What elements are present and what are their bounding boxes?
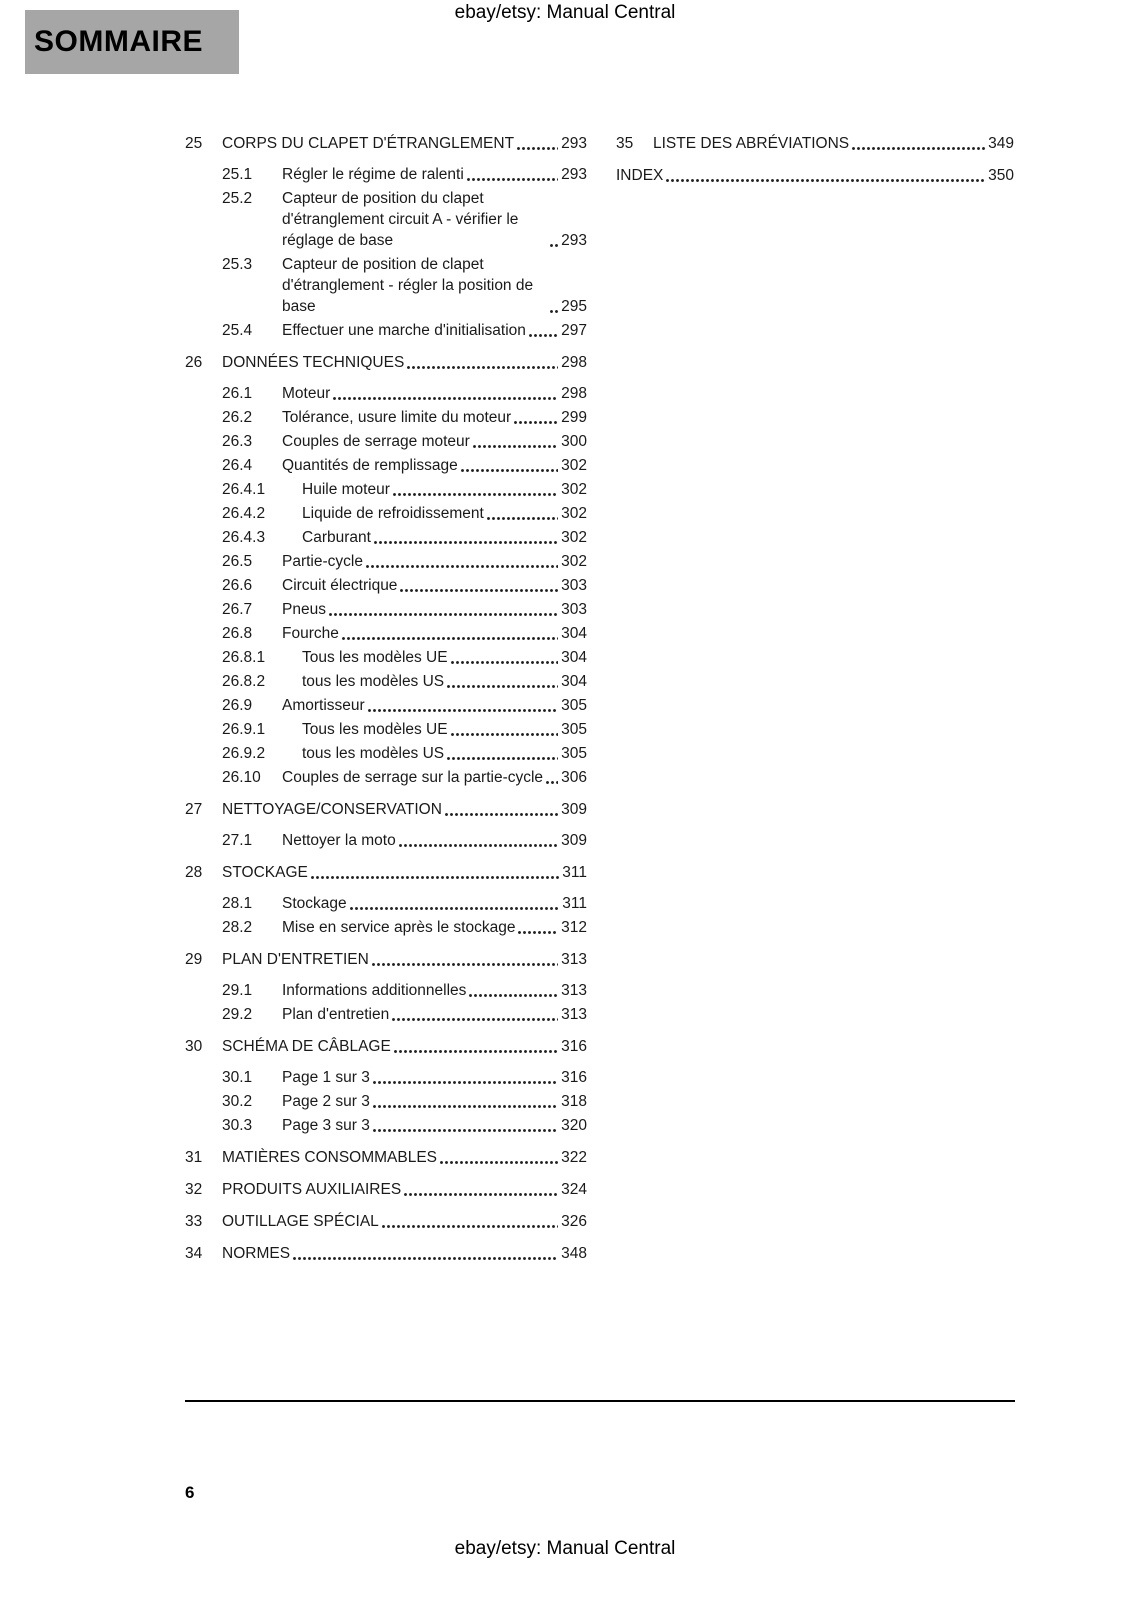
entry-page-number: 299 bbox=[561, 409, 587, 426]
dot-leader bbox=[445, 813, 558, 816]
dot-leader bbox=[393, 493, 558, 496]
entry-number: 26.10 bbox=[222, 769, 261, 786]
entry-title: Quantités de remplissage bbox=[282, 457, 458, 474]
entry-title: Tous les modèles UE bbox=[302, 649, 448, 666]
entry-title: Mise en service après le stockage bbox=[282, 919, 516, 936]
chapter-page-number: 326 bbox=[561, 1213, 587, 1230]
toc-line-body bbox=[302, 479, 587, 500]
entry-title: Régler le régime de ralenti bbox=[282, 166, 464, 183]
dot-leader bbox=[529, 334, 558, 337]
toc-line-body bbox=[282, 254, 587, 317]
entry-page-number: 311 bbox=[562, 895, 587, 912]
toc-line-body bbox=[222, 352, 587, 373]
chapter-page-number: 313 bbox=[561, 951, 587, 968]
entry-title: Page 3 sur 3 bbox=[282, 1117, 370, 1134]
entry-number: 28.1 bbox=[222, 895, 253, 912]
toc-entry-line[interactable] bbox=[185, 917, 587, 938]
dot-leader bbox=[407, 366, 558, 369]
dot-leader bbox=[373, 1081, 558, 1084]
entry-page-number: 303 bbox=[561, 601, 587, 618]
entry-title: tous les modèles US bbox=[302, 673, 445, 690]
toc-line-body bbox=[302, 527, 587, 548]
dot-leader bbox=[447, 757, 558, 760]
dot-leader bbox=[350, 907, 560, 910]
toc-line-body bbox=[282, 893, 587, 914]
entry-number: 26.9.1 bbox=[222, 721, 266, 738]
dot-leader bbox=[517, 147, 558, 150]
entry-page-number: 293 bbox=[561, 166, 587, 183]
entry-page-number: 297 bbox=[561, 322, 587, 339]
toc-line-body bbox=[282, 599, 587, 620]
entry-number: 25.4 bbox=[222, 322, 253, 339]
entry-number: 29.2 bbox=[222, 1006, 253, 1023]
chapter-title: CORPS DU CLAPET D'ÉTRANGLEMENT bbox=[222, 135, 515, 152]
toc-line-body bbox=[282, 164, 587, 185]
entry-number: 30.2 bbox=[222, 1093, 253, 1110]
chapter-title: MATIÈRES CONSOMMABLES bbox=[222, 1149, 438, 1166]
dot-leader bbox=[451, 733, 559, 736]
entry-number: 26.4.3 bbox=[222, 529, 266, 546]
toc-entry-line[interactable] bbox=[185, 503, 587, 524]
dot-leader bbox=[374, 541, 558, 544]
entry-number: 26.3 bbox=[222, 433, 253, 450]
entry-page-number: 298 bbox=[561, 385, 587, 402]
chapter-title: PRODUITS AUXILIAIRES bbox=[222, 1181, 402, 1198]
toc-line-body bbox=[222, 949, 587, 970]
dot-leader bbox=[382, 1225, 558, 1228]
toc-column-right bbox=[616, 133, 1014, 197]
toc-line-body bbox=[282, 383, 587, 404]
toc-column-left bbox=[185, 133, 587, 1275]
entry-page-number: 304 bbox=[561, 673, 587, 690]
entry-number: 26.2 bbox=[222, 409, 253, 426]
entry-title: Circuit électrique bbox=[282, 577, 398, 594]
chapter-page-number: 348 bbox=[561, 1245, 587, 1262]
toc-entry-line[interactable] bbox=[185, 743, 587, 764]
entry-number: 26.8 bbox=[222, 625, 253, 642]
dot-leader bbox=[368, 709, 558, 712]
dot-leader bbox=[392, 1018, 558, 1021]
dot-leader bbox=[400, 589, 558, 592]
entry-page-number: 303 bbox=[561, 577, 587, 594]
dot-leader bbox=[546, 781, 558, 784]
dot-leader bbox=[550, 244, 558, 247]
entry-number: 26.1 bbox=[222, 385, 253, 402]
toc-entry-line[interactable] bbox=[185, 647, 587, 668]
toc-entry-line[interactable] bbox=[185, 254, 587, 317]
entry-title: Partie-cycle bbox=[282, 553, 363, 570]
dot-leader bbox=[373, 1129, 558, 1132]
chapter-number: 28 bbox=[185, 864, 203, 881]
toc-line-body bbox=[282, 1004, 587, 1025]
entry-number: 26.4.2 bbox=[222, 505, 266, 522]
entry-number: 26.8.2 bbox=[222, 673, 266, 690]
toc-entry-line[interactable] bbox=[185, 320, 587, 341]
toc-line-body bbox=[302, 671, 587, 692]
entry-page-number: 302 bbox=[561, 481, 587, 498]
entry-number: 30.1 bbox=[222, 1069, 253, 1086]
entry-number: 25.1 bbox=[222, 166, 253, 183]
toc-entry-line[interactable] bbox=[185, 551, 587, 572]
dot-leader bbox=[373, 1105, 558, 1108]
toc-chapter bbox=[616, 133, 1014, 154]
entry-number: 26.9 bbox=[222, 697, 253, 714]
toc-entry-line[interactable] bbox=[185, 767, 587, 788]
toc-line-body bbox=[282, 917, 587, 938]
dot-leader bbox=[447, 685, 558, 688]
toc-entry-line[interactable] bbox=[185, 980, 587, 1001]
entry-page-number: 302 bbox=[561, 457, 587, 474]
entry-title: Amortisseur bbox=[282, 697, 365, 714]
toc-line-body bbox=[282, 407, 587, 428]
entry-number: 29.1 bbox=[222, 982, 253, 999]
entry-title: Plan d'entretien bbox=[282, 1006, 390, 1023]
toc-entry-line[interactable] bbox=[185, 164, 587, 185]
toc-line-body bbox=[302, 647, 587, 668]
toc-entry-line[interactable] bbox=[185, 575, 587, 596]
entry-title: Effectuer une marche d'initialisation bbox=[282, 322, 526, 339]
dot-leader bbox=[473, 445, 558, 448]
chapter-title: INDEX bbox=[616, 167, 664, 184]
footer-title: ebay/etsy: Manual Central bbox=[454, 1538, 676, 1559]
chapter-page-number: 309 bbox=[561, 801, 587, 818]
toc-line-body bbox=[282, 767, 587, 788]
entry-page-number: 320 bbox=[561, 1117, 587, 1134]
entry-page-number: 304 bbox=[561, 625, 587, 642]
entry-title: Huile moteur bbox=[302, 481, 390, 498]
toc-line-body bbox=[282, 431, 587, 452]
toc-chapter bbox=[185, 1147, 587, 1168]
entry-title: Informations additionnelles bbox=[282, 982, 467, 999]
toc-chapter-line[interactable] bbox=[185, 799, 587, 820]
toc-entry-line[interactable] bbox=[185, 671, 587, 692]
chapter-number: 32 bbox=[185, 1181, 203, 1198]
dot-leader bbox=[518, 931, 558, 934]
dot-leader bbox=[550, 310, 558, 313]
toc-line-body bbox=[282, 575, 587, 596]
chapter-number: 25 bbox=[185, 135, 203, 152]
toc-entry-line[interactable] bbox=[185, 455, 587, 476]
toc-entry-line[interactable] bbox=[185, 383, 587, 404]
entry-page-number: 300 bbox=[561, 433, 587, 450]
entry-title: Page 1 sur 3 bbox=[282, 1069, 370, 1086]
entry-title: Couples de serrage sur la partie-cycle bbox=[282, 769, 544, 786]
sommaire-heading-box bbox=[25, 10, 239, 74]
dot-leader bbox=[342, 637, 558, 640]
entry-number: 26.4 bbox=[222, 457, 253, 474]
header-title: ebay/etsy: Manual Central bbox=[454, 2, 676, 23]
dot-leader bbox=[311, 876, 559, 879]
entry-number: 27.1 bbox=[222, 832, 253, 849]
chapter-number: 33 bbox=[185, 1213, 203, 1230]
toc-entry-line[interactable] bbox=[185, 1091, 587, 1112]
dot-leader bbox=[440, 1161, 558, 1164]
entry-page-number: 313 bbox=[561, 982, 587, 999]
toc-entry-line[interactable] bbox=[185, 407, 587, 428]
entry-title: Nettoyer la moto bbox=[282, 832, 396, 849]
entry-title: Stockage bbox=[282, 895, 347, 912]
entry-page-number: 312 bbox=[561, 919, 587, 936]
toc-line-body bbox=[222, 1243, 587, 1264]
toc-line-body bbox=[222, 862, 587, 883]
toc-line-body bbox=[282, 1091, 587, 1112]
chapter-page-number: 349 bbox=[988, 135, 1014, 152]
toc-chapter bbox=[185, 862, 587, 938]
chapter-entries bbox=[185, 980, 587, 1025]
toc-entry-line[interactable] bbox=[185, 1004, 587, 1025]
dot-leader bbox=[399, 844, 558, 847]
entry-title: Couples de serrage moteur bbox=[282, 433, 470, 450]
toc-line-body bbox=[282, 830, 587, 851]
chapter-page-number: 350 bbox=[988, 167, 1014, 184]
toc-line-body bbox=[302, 503, 587, 524]
dot-leader bbox=[487, 517, 558, 520]
entry-title: Carburant bbox=[302, 529, 371, 546]
entry-page-number: 302 bbox=[561, 505, 587, 522]
entry-title: Tous les modèles UE bbox=[302, 721, 448, 738]
entry-page-number: 295 bbox=[561, 298, 587, 315]
toc-entry-line[interactable] bbox=[185, 830, 587, 851]
footer-divider bbox=[185, 1400, 1015, 1402]
toc-chapter bbox=[185, 133, 587, 341]
chapter-number: 35 bbox=[616, 135, 634, 152]
chapter-title: OUTILLAGE SPÉCIAL bbox=[222, 1213, 379, 1230]
chapter-page-number: 298 bbox=[561, 354, 587, 371]
entry-number: 30.3 bbox=[222, 1117, 253, 1134]
chapter-entries bbox=[185, 893, 587, 938]
chapter-page-number: 311 bbox=[562, 864, 587, 881]
chapter-page-number: 322 bbox=[561, 1149, 587, 1166]
toc-chapter-line[interactable] bbox=[185, 1036, 587, 1057]
toc-chapter-line[interactable] bbox=[185, 133, 587, 154]
dot-leader bbox=[514, 421, 558, 424]
chapter-title: SCHÉMA DE CÂBLAGE bbox=[222, 1038, 391, 1055]
chapter-title: NORMES bbox=[222, 1245, 291, 1262]
entry-number: 26.7 bbox=[222, 601, 253, 618]
chapter-title: NETTOYAGE/CONSERVATION bbox=[222, 801, 442, 818]
toc-line-body bbox=[282, 623, 587, 644]
toc-chapter bbox=[185, 1179, 587, 1200]
entry-page-number: 309 bbox=[561, 832, 587, 849]
toc-line-body bbox=[222, 1211, 587, 1232]
entry-number: 26.4.1 bbox=[222, 481, 266, 498]
dot-leader bbox=[852, 147, 985, 150]
chapter-entries bbox=[185, 383, 587, 788]
dot-leader bbox=[372, 963, 558, 966]
toc-line-body bbox=[616, 165, 1014, 186]
entry-page-number: 302 bbox=[561, 529, 587, 546]
dot-leader bbox=[329, 613, 558, 616]
toc-chapter-line[interactable] bbox=[185, 949, 587, 970]
toc-line-body bbox=[282, 695, 587, 716]
toc-line-body bbox=[222, 133, 587, 154]
toc-chapter bbox=[185, 1211, 587, 1232]
toc-chapter-line[interactable] bbox=[185, 862, 587, 883]
dot-leader bbox=[333, 397, 558, 400]
chapter-page-number: 316 bbox=[561, 1038, 587, 1055]
entry-title: Pneus bbox=[282, 601, 326, 618]
toc-entry-line[interactable] bbox=[185, 1067, 587, 1088]
entry-page-number: 302 bbox=[561, 553, 587, 570]
dot-leader bbox=[293, 1257, 558, 1260]
sommaire-heading: SOMMAIRE bbox=[34, 25, 203, 58]
toc-entry-line[interactable] bbox=[185, 1115, 587, 1136]
toc-chapter-line[interactable] bbox=[185, 1243, 587, 1264]
entry-title: Page 2 sur 3 bbox=[282, 1093, 370, 1110]
chapter-number: 27 bbox=[185, 801, 203, 818]
toc-chapter bbox=[185, 1243, 587, 1264]
toc-line-body bbox=[282, 980, 587, 1001]
toc-line-body bbox=[302, 719, 587, 740]
toc-line-body bbox=[282, 320, 587, 341]
dot-leader bbox=[467, 178, 558, 181]
toc-line-body bbox=[282, 551, 587, 572]
dot-leader bbox=[461, 469, 558, 472]
toc-entry-line[interactable] bbox=[185, 623, 587, 644]
entry-page-number: 305 bbox=[561, 697, 587, 714]
entry-page-number: 318 bbox=[561, 1093, 587, 1110]
toc-entry-line[interactable] bbox=[185, 695, 587, 716]
entry-number: 28.2 bbox=[222, 919, 253, 936]
toc-line-body bbox=[282, 188, 587, 251]
chapter-entries bbox=[185, 164, 587, 341]
dot-leader bbox=[394, 1050, 558, 1053]
toc-entry-line[interactable] bbox=[185, 527, 587, 548]
toc-line-body bbox=[653, 133, 1014, 154]
chapter-entries bbox=[185, 1067, 587, 1136]
toc-entry-line[interactable] bbox=[185, 479, 587, 500]
entry-title: Capteur de position de clapet d'étranglement - régler la position de base bbox=[282, 256, 534, 315]
toc-chapter bbox=[185, 352, 587, 788]
toc-chapter bbox=[185, 799, 587, 851]
page-number: 6 bbox=[185, 1483, 195, 1502]
entry-page-number: 304 bbox=[561, 649, 587, 666]
toc-entry-line[interactable] bbox=[185, 599, 587, 620]
toc-line-body bbox=[222, 799, 587, 820]
toc-line-body bbox=[222, 1036, 587, 1057]
toc-entry-line[interactable] bbox=[185, 893, 587, 914]
dot-leader bbox=[666, 179, 985, 182]
toc-chapter bbox=[185, 949, 587, 1025]
chapter-page-number: 293 bbox=[561, 135, 587, 152]
entry-number: 26.8.1 bbox=[222, 649, 266, 666]
toc-chapter bbox=[616, 165, 1014, 186]
entry-page-number: 316 bbox=[561, 1069, 587, 1086]
entry-page-number: 306 bbox=[561, 769, 587, 786]
dot-leader bbox=[469, 994, 558, 997]
dot-leader bbox=[366, 565, 558, 568]
toc-chapter-line[interactable] bbox=[185, 1211, 587, 1232]
toc-chapter-line[interactable] bbox=[185, 1147, 587, 1168]
dot-leader bbox=[404, 1193, 558, 1196]
entry-title: Moteur bbox=[282, 385, 331, 402]
chapter-entries bbox=[185, 830, 587, 851]
entry-number: 25.2 bbox=[222, 190, 253, 207]
toc-entry-line[interactable] bbox=[185, 431, 587, 452]
entry-number: 26.9.2 bbox=[222, 745, 266, 762]
toc-chapter bbox=[185, 1036, 587, 1136]
chapter-title: DONNÉES TECHNIQUES bbox=[222, 354, 405, 371]
toc-line-body bbox=[222, 1147, 587, 1168]
entry-number: 26.6 bbox=[222, 577, 253, 594]
chapter-title: PLAN D'ENTRETIEN bbox=[222, 951, 369, 968]
entry-page-number: 313 bbox=[561, 1006, 587, 1023]
chapter-number: 29 bbox=[185, 951, 203, 968]
chapter-number: 34 bbox=[185, 1245, 203, 1262]
entry-title: Tolérance, usure limite du moteur bbox=[282, 409, 512, 426]
entry-title: Capteur de position du clapet d'étranglement circuit A - vérifier le réglage de base bbox=[282, 190, 519, 249]
toc-chapter-line[interactable] bbox=[185, 352, 587, 373]
toc-chapter-line[interactable] bbox=[616, 165, 1014, 186]
dot-leader bbox=[451, 661, 559, 664]
toc-line-body bbox=[302, 743, 587, 764]
document-footer bbox=[0, 1538, 1130, 1560]
toc-chapter-line[interactable] bbox=[616, 133, 1014, 154]
toc-chapter-line[interactable] bbox=[185, 1179, 587, 1200]
toc-entry-line[interactable] bbox=[185, 719, 587, 740]
entry-page-number: 305 bbox=[561, 745, 587, 762]
entry-title: Liquide de refroidissement bbox=[302, 505, 484, 522]
toc-entry-line[interactable] bbox=[185, 188, 587, 251]
chapter-number: 31 bbox=[185, 1149, 203, 1166]
entry-title: tous les modèles US bbox=[302, 745, 445, 762]
chapter-title: LISTE DES ABRÉVIATIONS bbox=[653, 135, 850, 152]
chapter-title: STOCKAGE bbox=[222, 864, 308, 881]
entry-number: 26.5 bbox=[222, 553, 253, 570]
toc-line-body bbox=[282, 1115, 587, 1136]
toc-line-body bbox=[282, 1067, 587, 1088]
entry-page-number: 293 bbox=[561, 232, 587, 249]
chapter-number: 26 bbox=[185, 354, 203, 371]
chapter-page-number: 324 bbox=[561, 1181, 587, 1198]
entry-number: 25.3 bbox=[222, 256, 253, 273]
entry-page-number: 305 bbox=[561, 721, 587, 738]
entry-title: Fourche bbox=[282, 625, 339, 642]
toc-line-body bbox=[282, 455, 587, 476]
chapter-number: 30 bbox=[185, 1038, 203, 1055]
toc-line-body bbox=[222, 1179, 587, 1200]
